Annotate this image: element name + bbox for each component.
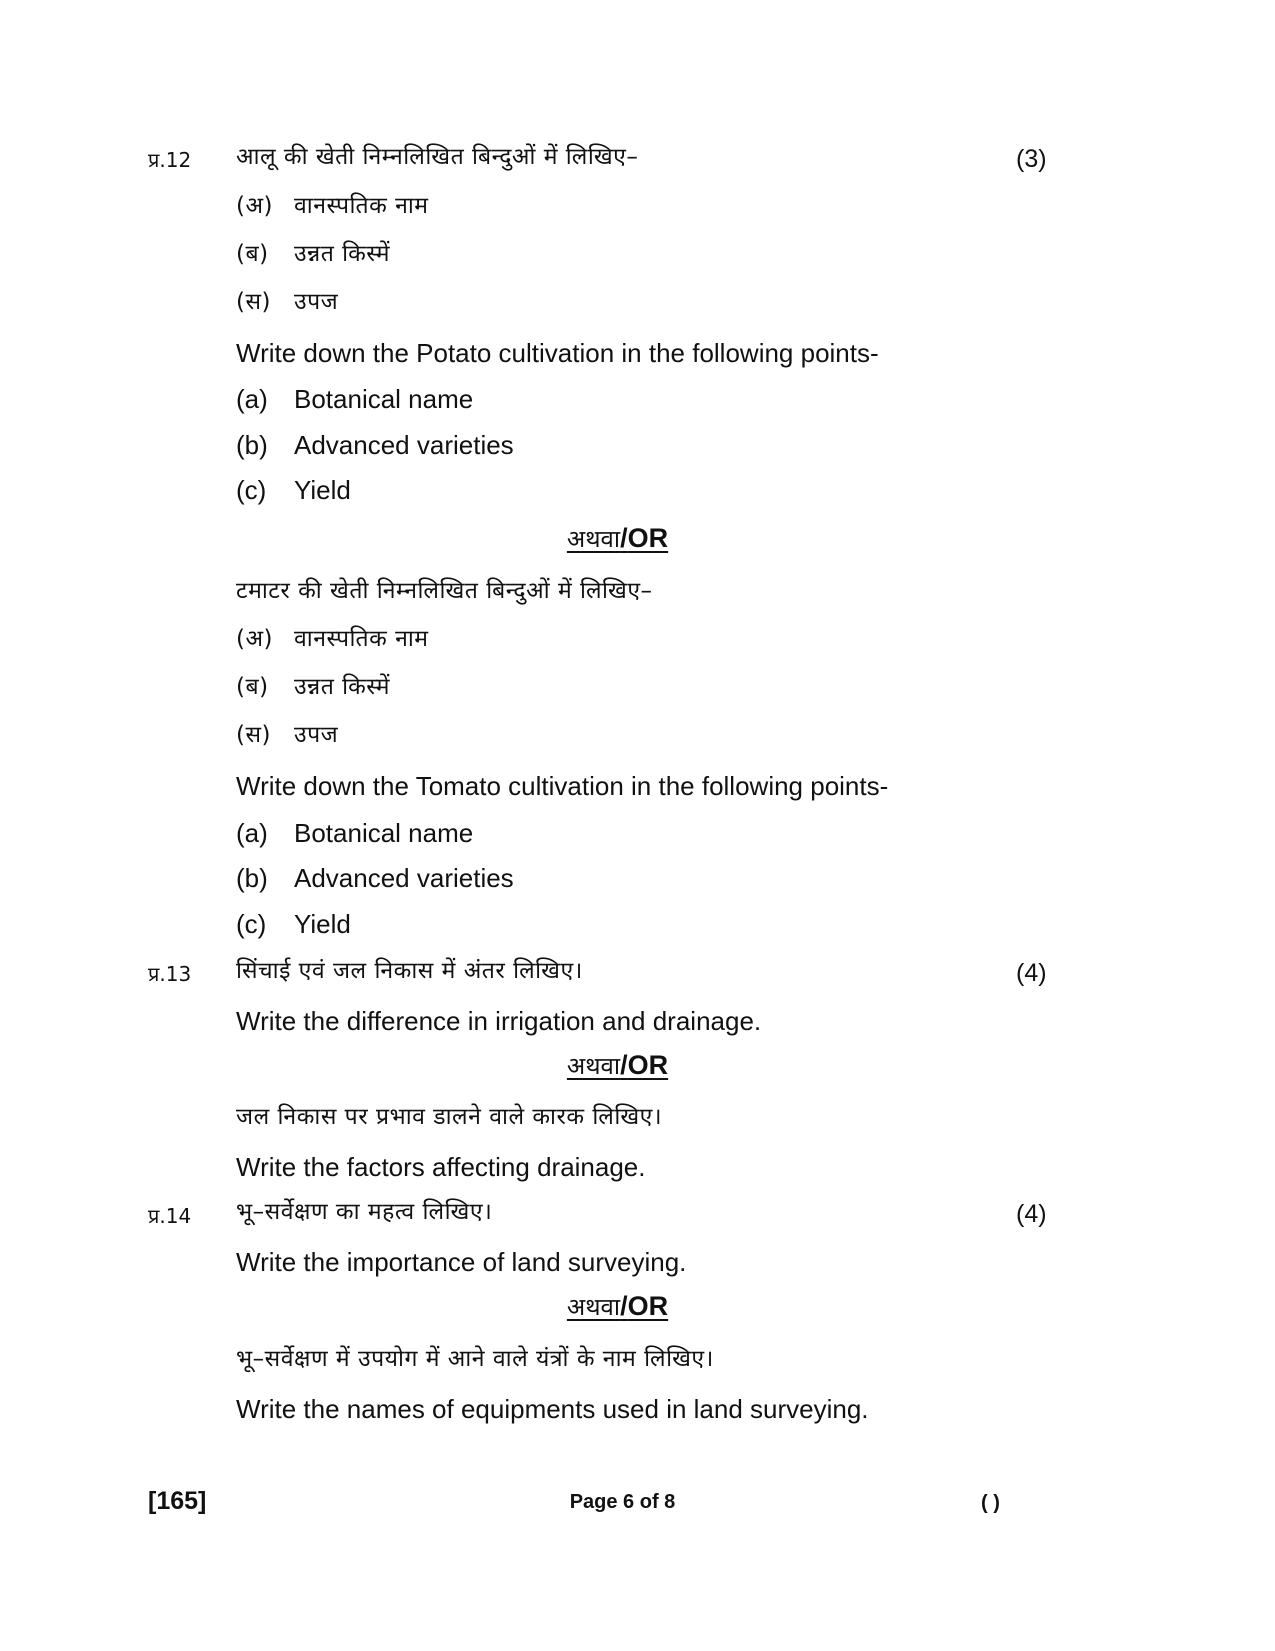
question-12-english-item-a: [236, 386, 473, 412]
question-14-marks: (4): [1016, 1200, 1047, 1228]
paper-code: [165]: [148, 1487, 207, 1515]
question-12-english-item-b: [236, 432, 514, 458]
item-label: (ब): [236, 674, 269, 700]
or-slash: /: [620, 523, 628, 553]
item-text: उन्नत किस्में: [294, 241, 390, 267]
question-13-hindi-text: सिंचाई एवं जल निकास में अंतर लिखिए।: [236, 958, 583, 984]
page-number: Page 6 of 8: [569, 1491, 676, 1513]
question-12-hindi-item-c: [236, 291, 338, 314]
question-12-english-item-c: [236, 477, 351, 503]
or-separator: [0, 1293, 1235, 1320]
item-label: (अ): [236, 626, 274, 652]
item-text: उपज: [294, 722, 339, 748]
question-12-alt-hindi-item-c: [236, 724, 338, 747]
item-text: Yield: [294, 475, 351, 505]
question-12-alt-hindi-item-b: [236, 676, 390, 699]
question-14-hindi-text: भू–सर्वेक्षण का महत्व लिखिए।: [236, 1199, 493, 1225]
or-hindi: अथवा: [566, 1293, 621, 1321]
or-separator: [0, 525, 1235, 552]
question-14-english-text: Write the importance of land surveying.: [236, 1247, 687, 1277]
question-13-alt-english-text: Write the factors affecting drainage.: [236, 1152, 646, 1182]
question-14-alt-hindi-text: भू–सर्वेक्षण में उपयोग में आने वाले यंत्रों के नाम लिखिए।: [236, 1346, 714, 1372]
question-12-alt-hindi-item-a: [236, 628, 429, 651]
question-13-alt-hindi-text: जल निकास पर प्रभाव डालने वाले कारक लिखिए।: [236, 1104, 663, 1130]
question-12-alt-hindi-text: टमाटर की खेती निम्नलिखित बिन्दुओं में लिखिए–: [236, 578, 653, 604]
item-label: (ब): [236, 241, 269, 267]
question-13-number: प्र.13: [148, 962, 192, 986]
item-text: Advanced varieties: [294, 430, 514, 460]
question-12-alt-english-item-c: [236, 911, 351, 937]
item-text: वानस्पतिक नाम: [294, 193, 429, 219]
or-separator: [0, 1052, 1235, 1079]
item-label: (c): [236, 909, 267, 939]
question-12-alt-english-item-a: [236, 820, 473, 846]
item-text: उन्नत किस्में: [294, 674, 390, 700]
question-14-number: प्र.14: [148, 1204, 192, 1228]
or-hindi: अथवा: [566, 1052, 621, 1080]
or-english: OR: [627, 523, 669, 553]
item-label: (c): [236, 475, 267, 505]
question-12-marks: (3): [1016, 145, 1047, 173]
item-label: (a): [236, 384, 268, 414]
item-label: (b): [236, 863, 268, 893]
item-text: Botanical name: [294, 384, 474, 414]
item-text: Yield: [294, 909, 351, 939]
item-label: (a): [236, 818, 268, 848]
question-12-number: प्र.12: [148, 148, 192, 172]
or-slash: /: [620, 1050, 628, 1080]
question-12-alt-english-item-b: [236, 865, 514, 891]
item-label: (b): [236, 430, 268, 460]
or-english: OR: [627, 1291, 669, 1321]
or-hindi: अथवा: [566, 525, 621, 553]
question-12-alt-english-text: Write down the Tomato cultivation in the following points-: [236, 771, 889, 801]
item-text: Advanced varieties: [294, 863, 514, 893]
question-13-english-text: Write the difference in irrigation and drainage.: [236, 1006, 762, 1036]
or-slash: /: [620, 1291, 628, 1321]
question-12-hindi-item-b: [236, 243, 390, 266]
question-12-english-text: Write down the Potato cultivation in the following points-: [236, 338, 879, 368]
question-12-hindi-item-a: [236, 195, 429, 218]
item-text: वानस्पतिक नाम: [294, 626, 429, 652]
question-13-marks: (4): [1016, 959, 1047, 987]
item-label: (अ): [236, 193, 274, 219]
item-text: उपज: [294, 289, 339, 315]
question-12-hindi-text: आलू की खेती निम्नलिखित बिन्दुओं में लिखिए–: [236, 144, 639, 170]
item-label: (स): [236, 289, 271, 315]
question-14-alt-english-text: Write the names of equipments used in land surveying.: [236, 1394, 869, 1424]
footer-parentheses: ( ): [981, 1492, 1000, 1514]
item-text: Botanical name: [294, 818, 474, 848]
or-english: OR: [627, 1050, 669, 1080]
item-label: (स): [236, 722, 271, 748]
